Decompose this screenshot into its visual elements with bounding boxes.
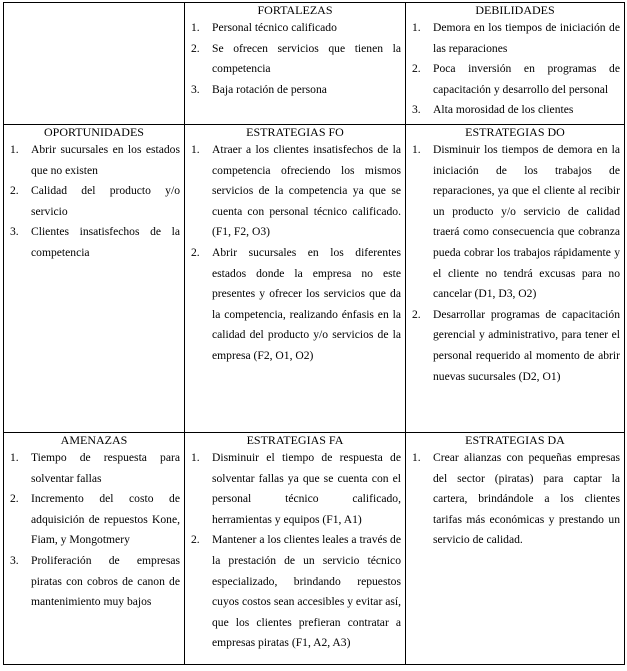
list-item bbox=[8, 551, 180, 613]
amenazas-list bbox=[8, 448, 180, 613]
list-item-number: 1. bbox=[191, 143, 200, 156]
estrategias-fo-header: ESTRATEGIAS FO bbox=[246, 125, 344, 139]
list-item-text: Atraer a los clientes insatisfechos de la competencia ofreciendo los mismos servicios de la competencia ya que se cuenta con personal técnico calificado. (F1, F2, O3) bbox=[212, 143, 401, 239]
amenazas-cell bbox=[4, 433, 185, 665]
estrategias-fa-cell bbox=[185, 433, 406, 665]
list-item bbox=[189, 243, 401, 367]
list-item-number: 1. bbox=[412, 451, 421, 464]
list-item-text: Tiempo de respuesta para solventar fallas bbox=[31, 451, 180, 485]
list-item bbox=[410, 140, 620, 305]
list-item bbox=[189, 140, 401, 243]
list-item-number: 1. bbox=[10, 451, 19, 464]
list-item-text: Baja rotación de persona bbox=[212, 82, 327, 96]
list-item-text: Calidad del producto y/o servicio bbox=[31, 184, 180, 218]
list-item-number: 3. bbox=[412, 103, 421, 117]
list-item bbox=[8, 181, 180, 222]
estrategias-fa-list bbox=[189, 448, 401, 654]
table-row bbox=[4, 433, 625, 665]
list-item bbox=[410, 448, 620, 551]
list-item-text: Proliferación de empresas piratas con cobros de canon de mantenimiento muy bajos bbox=[31, 553, 180, 609]
list-item bbox=[189, 39, 401, 80]
oportunidades-list bbox=[8, 140, 180, 264]
fortalezas-list bbox=[189, 18, 401, 100]
list-item bbox=[8, 140, 180, 181]
list-item-text: Clientes insatisfechos de la competencia bbox=[31, 225, 180, 259]
list-item-text: Disminuir el tiempo de respuesta de solventar fallas ya que se cuenta con el personal técnico calificado, herramientas y equipos (F1, A1) bbox=[212, 451, 401, 526]
list-item bbox=[410, 18, 620, 59]
list-item-text: Personal técnico calificado bbox=[212, 21, 337, 34]
list-item-number: 1. bbox=[412, 21, 421, 34]
list-item-text: Desarrollar programas de capacitación gerencial y administrativo, para tener el personal requerido al momento de abrir nuevas sucursales (D2, O1) bbox=[433, 307, 620, 383]
list-item-number: 2. bbox=[412, 307, 421, 321]
list-item-number: 1. bbox=[412, 143, 421, 156]
list-item-text: Poca inversión en programas de capacitación y desarrollo del personal bbox=[433, 62, 620, 96]
list-item bbox=[189, 18, 401, 39]
table-row bbox=[4, 3, 625, 125]
estrategias-fo-list bbox=[189, 140, 401, 367]
estrategias-da-list bbox=[410, 448, 620, 551]
list-item bbox=[410, 100, 620, 121]
debilidades-cell bbox=[406, 3, 625, 125]
estrategias-da-header: ESTRATEGIAS DA bbox=[465, 433, 565, 447]
estrategias-da-cell bbox=[406, 433, 625, 665]
list-item bbox=[8, 489, 180, 551]
list-item bbox=[189, 448, 401, 530]
list-item-number: 3. bbox=[10, 225, 19, 239]
list-item bbox=[8, 448, 180, 489]
list-item-number: 3. bbox=[191, 82, 200, 96]
swot-matrix-table bbox=[3, 2, 625, 665]
oportunidades-header: OPORTUNIDADES bbox=[44, 125, 144, 139]
estrategias-do-header: ESTRATEGIAS DO bbox=[465, 125, 565, 139]
empty-corner-cell bbox=[4, 3, 185, 125]
amenazas-header: AMENAZAS bbox=[60, 433, 128, 447]
list-item-text: Incremento del costo de adquisición de repuestos Kone, Fiam, y Mongotmery bbox=[31, 492, 180, 547]
fortalezas-header: FORTALEZAS bbox=[257, 3, 333, 17]
list-item-number: 2. bbox=[10, 184, 19, 198]
debilidades-header: DEBILIDADES bbox=[475, 3, 555, 17]
estrategias-do-list bbox=[410, 140, 620, 387]
list-item-number: 2. bbox=[412, 62, 421, 76]
fortalezas-cell bbox=[185, 3, 406, 125]
list-item-text: Crear alianzas con pequeñas empresas del sector (piratas) para captar la cartera, brindándole a los clientes tarifas más económicas y prestando un servicio de calidad. bbox=[433, 451, 620, 547]
list-item bbox=[189, 80, 401, 101]
list-item bbox=[410, 305, 620, 387]
list-item-text: Abrir sucursales en los diferentes estados donde la empresa no este presentes y ofrecer los servicios que da la competencia, realizando énfasis en la calidad del producto y/o servicios de la empresa (F2, O1, O2) bbox=[212, 245, 401, 362]
list-item-number: 3. bbox=[10, 553, 19, 567]
list-item-text: Abrir sucursales en los estados que no existen bbox=[31, 143, 180, 177]
estrategias-fa-header: ESTRATEGIAS FA bbox=[246, 433, 344, 447]
oportunidades-cell bbox=[4, 125, 185, 433]
list-item bbox=[410, 59, 620, 100]
debilidades-list bbox=[410, 18, 620, 121]
list-item-number: 2. bbox=[10, 492, 19, 506]
estrategias-fo-cell bbox=[185, 125, 406, 433]
list-item bbox=[8, 222, 180, 263]
list-item-number: 2. bbox=[191, 245, 200, 259]
list-item-number: 1. bbox=[191, 451, 200, 464]
list-item-text: Mantener a los clientes leales a través de la prestación de un servicio técnico especializado, brindando repuestos cuyos costos sean accesibles y evitar así, que los clientes prefieran contratar a empresas piratas (F1, A2, A3) bbox=[212, 533, 401, 650]
list-item-number: 2. bbox=[191, 41, 200, 55]
list-item bbox=[189, 530, 401, 654]
list-item-number: 2. bbox=[191, 533, 200, 547]
list-item-number: 1. bbox=[191, 21, 200, 34]
list-item-text: Se ofrecen servicios que tienen la competencia bbox=[212, 41, 401, 76]
estrategias-do-cell bbox=[406, 125, 625, 433]
table-row bbox=[4, 125, 625, 433]
list-item-text: Disminuir los tiempos de demora en la iniciación de los trabajos de reparaciones, ya que el cliente al recibir un producto y/o servicio de calidad traerá como consecuencia que cobranza pueda cobrar los trabajos rápidamente y el cliente no tendrá excusas para no cancelar (D1, D3, O2) bbox=[433, 143, 620, 301]
list-item-text: Alta morosidad de los clientes bbox=[433, 103, 574, 117]
list-item-text: Demora en los tiempos de iniciación de las reparaciones bbox=[433, 21, 620, 55]
list-item-number: 1. bbox=[10, 143, 19, 156]
